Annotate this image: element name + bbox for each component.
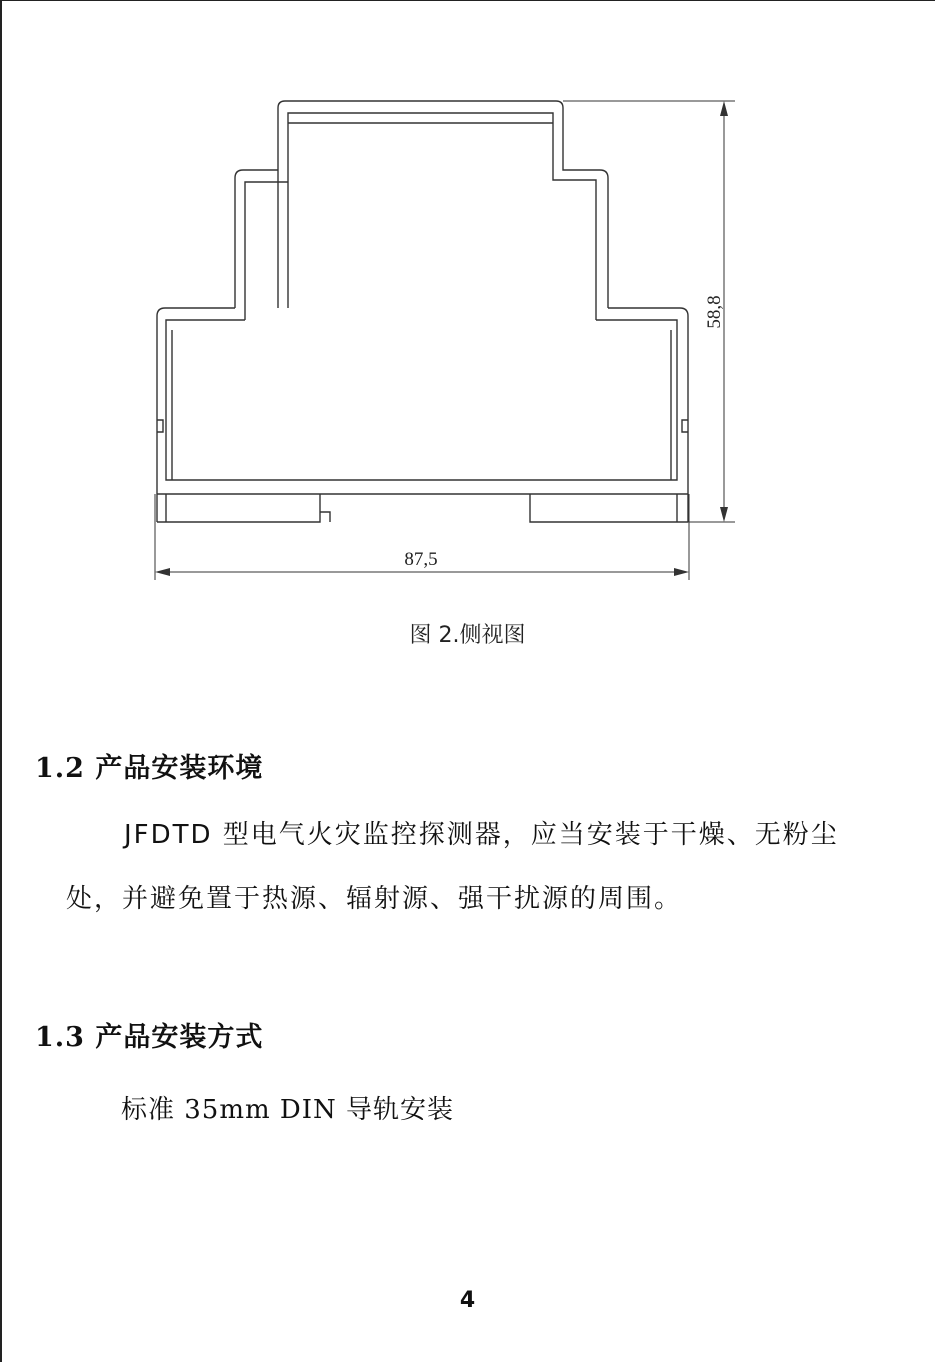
section-heading-1-2: 1.2 产品安装环境 xyxy=(35,753,264,784)
width-dimension-label: 87,5 xyxy=(404,549,438,570)
dim-arrow-top xyxy=(720,101,728,116)
housing-base xyxy=(157,494,688,522)
dim-arrow-left xyxy=(155,568,170,576)
housing-top-inner xyxy=(288,113,596,320)
page-number: 4 xyxy=(459,1288,476,1313)
housing-body-inner xyxy=(166,320,677,480)
housing-top-outline xyxy=(278,101,608,308)
figure-caption: 图 2.侧视图 xyxy=(409,623,526,648)
din-rail-hook-right xyxy=(530,494,677,522)
housing-clip-right xyxy=(682,420,688,432)
side-view-drawing xyxy=(0,0,935,600)
paragraph-line: 标准 35mm DIN 导轨安装 xyxy=(121,1095,455,1125)
housing-clip-left xyxy=(157,420,163,432)
housing-step-left xyxy=(235,170,288,320)
housing-body-outline xyxy=(157,308,688,522)
dim-arrow-right xyxy=(674,568,689,576)
section-heading-1-3: 1.3 产品安装方式 xyxy=(35,1022,264,1053)
din-rail-hook-left xyxy=(166,494,330,522)
paragraph-line: JFDTD 型电气火灾监控探测器，应当安装于干燥、无粉尘 xyxy=(124,820,839,850)
paragraph-line: 处，并避免置于热源、辐射源、强干扰源的周围。 xyxy=(66,884,683,914)
height-dimension-label: 58,8 xyxy=(704,295,725,329)
dim-arrow-bottom xyxy=(720,507,728,522)
